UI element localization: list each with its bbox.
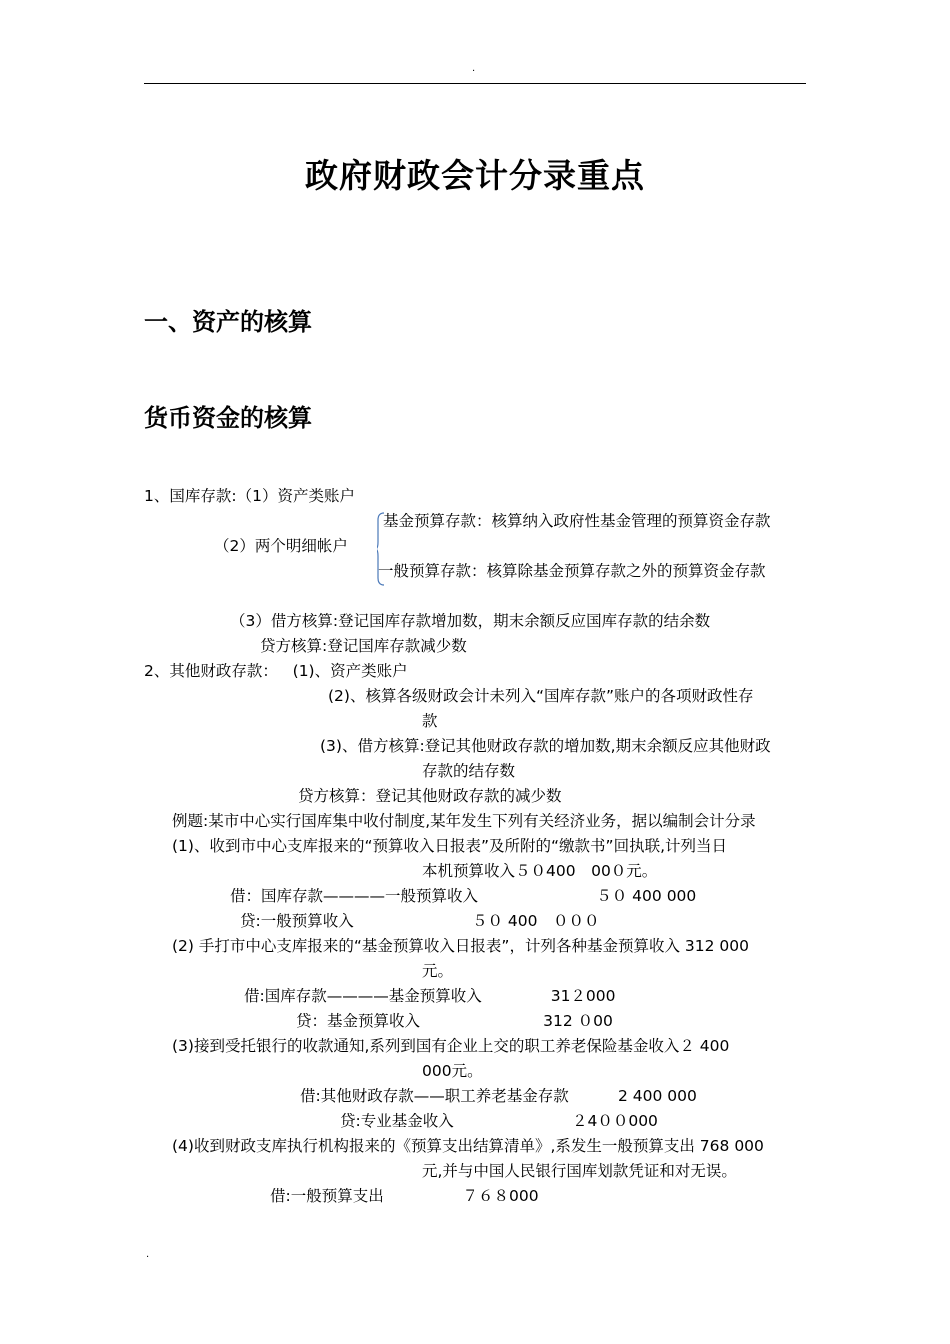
section-heading-monetary-funds: 货币资金的核算 — [144, 404, 312, 432]
text-line: 元。 — [422, 962, 454, 980]
page-title: 政府财政会计分录重点 — [305, 156, 645, 195]
text-line: 2、其他财政存款： (1)、资产类账户 — [144, 662, 408, 680]
journal-entry-credit: 贷:一般预算收入 ５０ 400 ０００ — [240, 912, 600, 930]
text-line: 元,并与中国人民银行国库划款凭证和对无误。 — [422, 1162, 737, 1180]
text-line: (1)、收到市中心支库报来的“预算收入日报表”及所附的“缴款书”回执联,计列当日 — [172, 837, 728, 855]
text-line: (2)、核算各级财政会计未列入“国库存款”账户的各项财政性存 — [328, 687, 754, 705]
header-rule — [144, 83, 806, 84]
text-line: 贷方核算：登记其他财政存款的减少数 — [298, 787, 562, 805]
journal-entry-debit: 借:一般预算支出 ７６８000 — [270, 1187, 539, 1205]
text-line: （3）借方核算:登记国库存款增加数，期末余额反应国库存款的结余数 — [230, 612, 711, 630]
text-line: 贷方核算:登记国库存款减少数 — [260, 637, 467, 655]
text-line: 一般预算存款：核算除基金预算存款之外的预算资金存款 — [378, 562, 766, 580]
journal-entry-debit: 借:国库存款————基金预算收入 31２000 — [244, 987, 616, 1005]
section-heading-assets: 一、资产的核算 — [144, 308, 312, 336]
journal-entry-debit: 借:其他财政存款——职工养老基金存款 2 400 000 — [300, 1087, 697, 1105]
header-dot: . — [472, 63, 476, 74]
text-line: (2) 手打市中心支库报来的“基金预算收入日报表”，计列各种基金预算收入 312 000 — [172, 937, 749, 955]
text-line: 1、国库存款:（1）资产类账户 — [144, 487, 355, 505]
journal-entry-credit: 贷：基金预算收入 312 ０00 — [296, 1012, 613, 1030]
journal-entry-debit: 借：国库存款————一般预算收入 ５０ 400 000 — [230, 887, 697, 905]
text-line: 基金预算存款：核算纳入政府性基金管理的预算资金存款 — [383, 512, 771, 530]
text-line: 存款的结存数 — [422, 762, 516, 780]
journal-entry-credit: 贷:专业基金收入 ２4００000 — [340, 1112, 658, 1130]
text-line: 本机预算收入５０400 00０元。 — [422, 862, 658, 880]
text-line: (3)接到受托银行的收款通知,系列到国有企业上交的职工养老保险基金收入２ 400 — [172, 1037, 730, 1055]
text-line: 例题:某市中心实行国库集中收付制度,某年发生下列有关经济业务，据以编制会计分录 — [172, 812, 756, 830]
footer-dot: . — [146, 1249, 150, 1260]
text-line: 000元。 — [422, 1062, 483, 1080]
text-line: (3)、借方核算:登记其他财政存款的增加数,期末余额反应其他财政 — [320, 737, 771, 755]
text-line: (4)收到财政支库执行机构报来的《预算支出结算清单》,系发生一般预算支出 768 000 — [172, 1137, 764, 1155]
text-line: 款 — [422, 712, 438, 730]
text-line: （2）两个明细帐户 — [214, 537, 348, 555]
